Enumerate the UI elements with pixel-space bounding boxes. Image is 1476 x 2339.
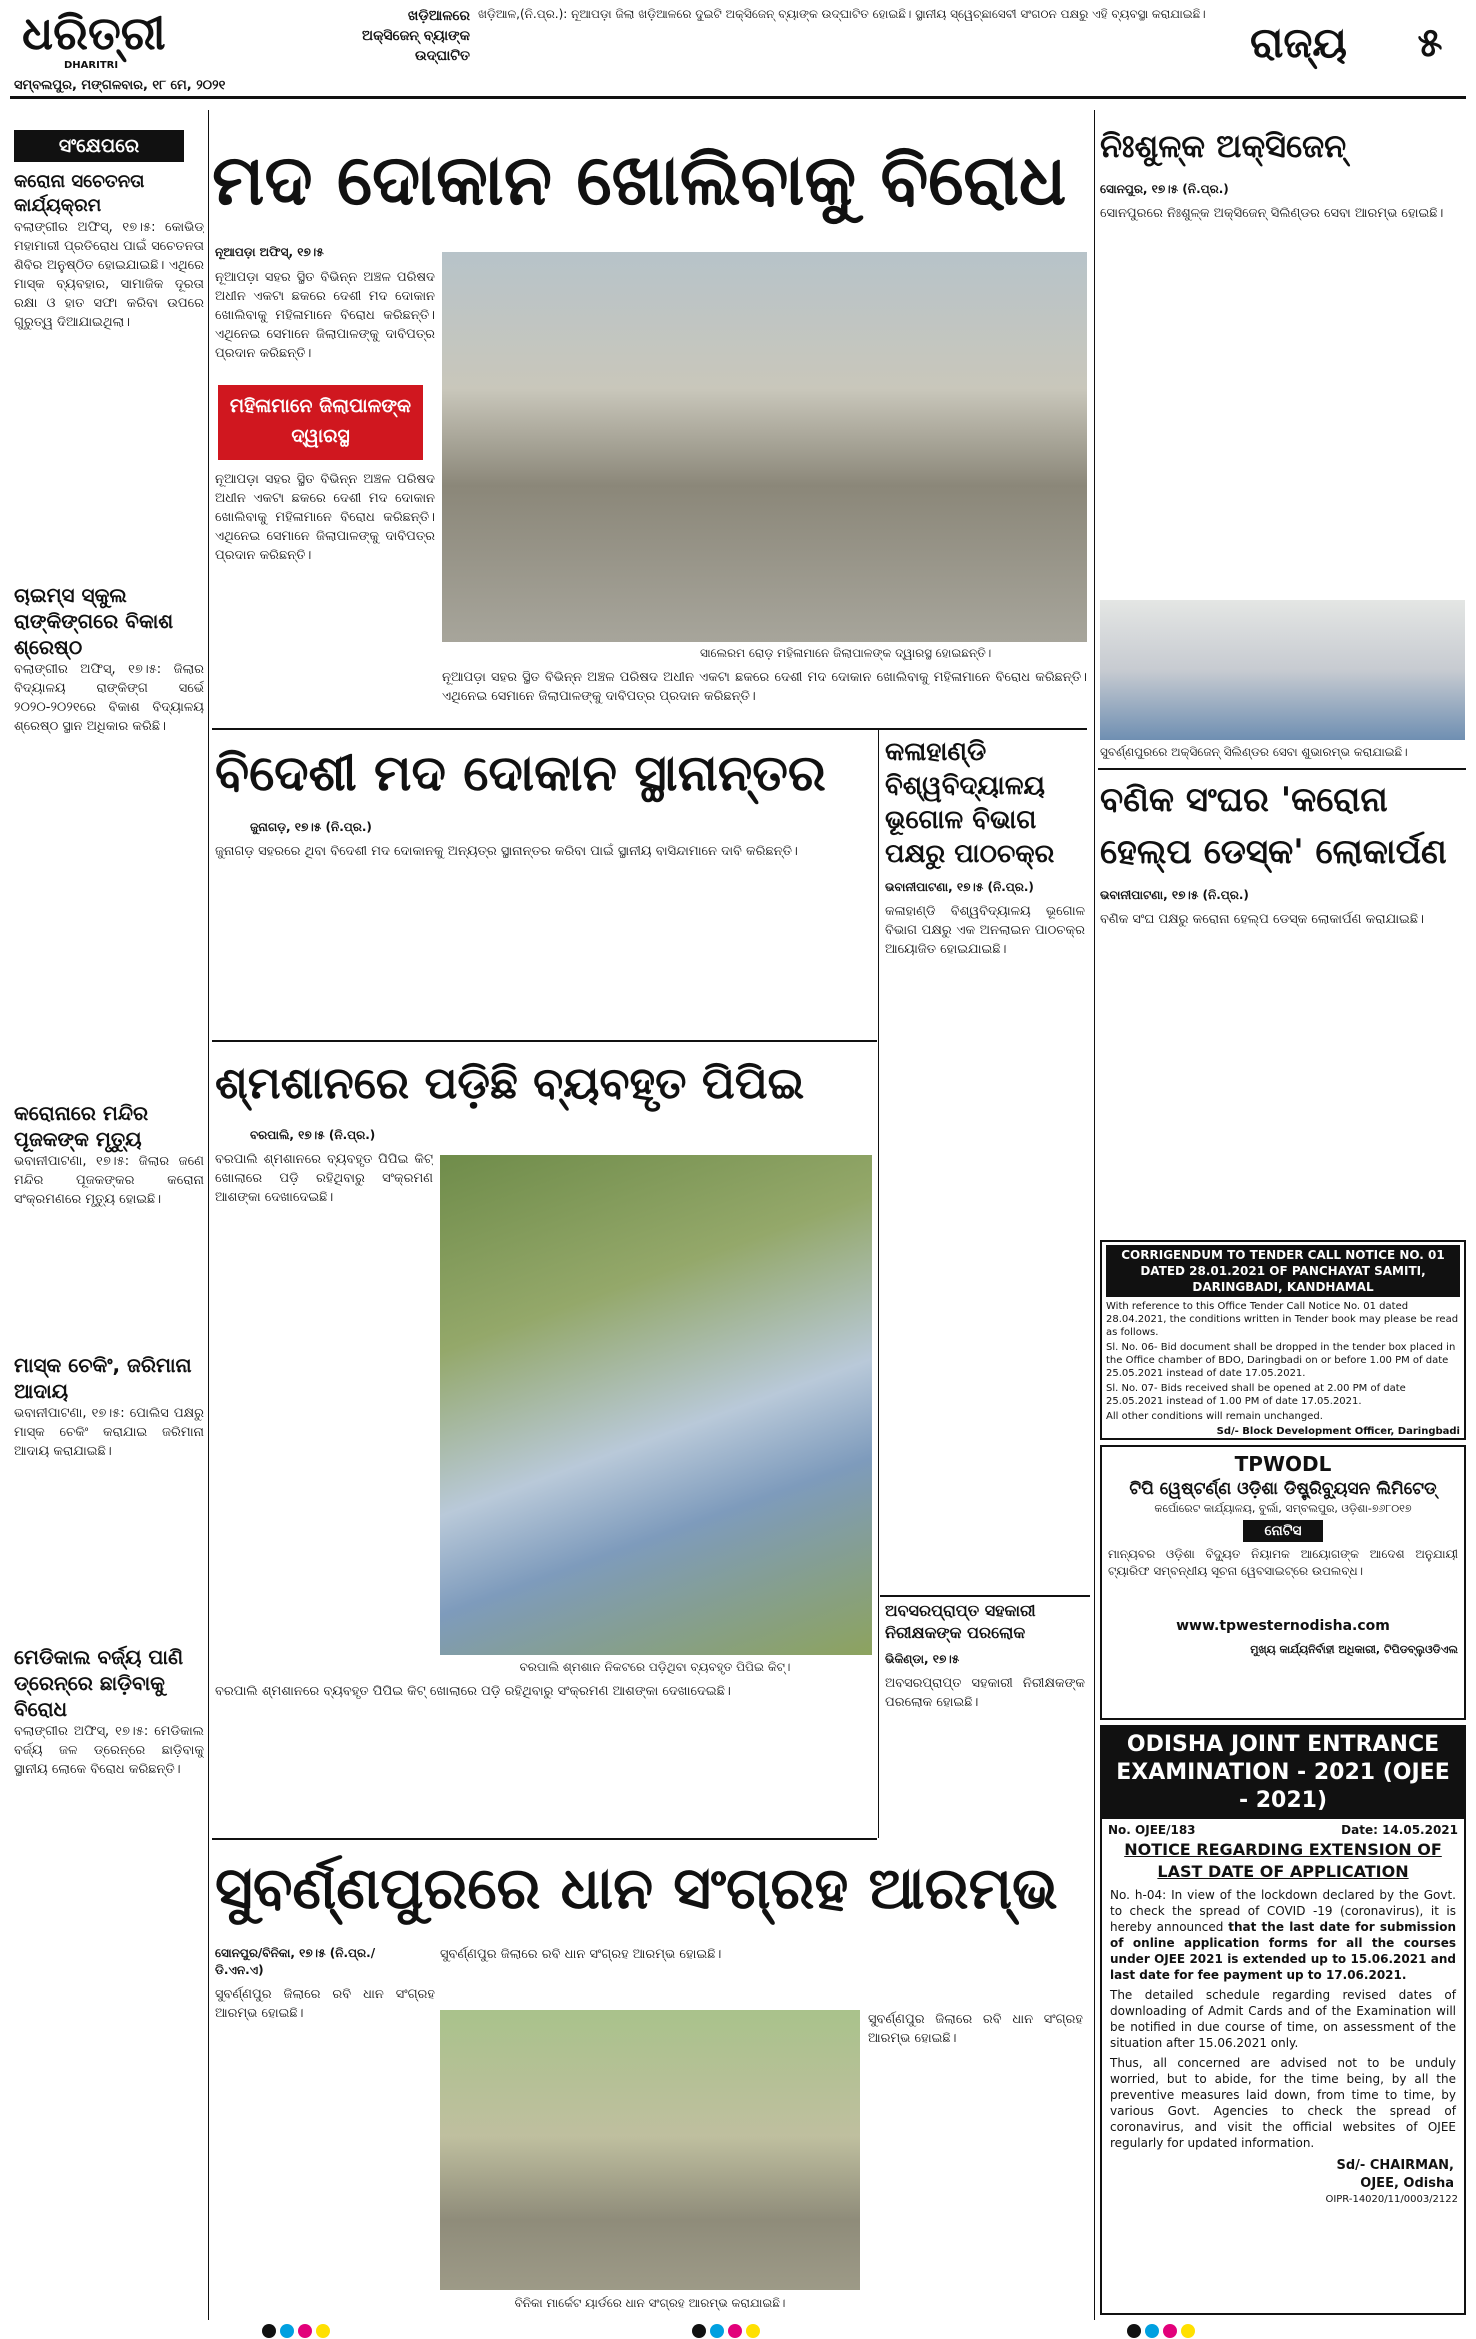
story8-text: ସୁବର୍ଣ୍ଣପୁର ଜିଲାରେ ରବି ଧାନ ସଂଗ୍ରହ ଆରମ୍ଭ ହୋଇଛି।: [215, 1987, 435, 2021]
story3-text: ବରପାଲି ଶ୍ମଶାନରେ ବ୍ୟବହୃତ ପିପିଇ କିଟ୍ ଖୋଲାରେ ପଡ଼ି ରହିଥିବାରୁ ସଂକ୍ରମଣ ଆଶଙ୍କା ଦେଖାଦେଇଛି।: [215, 1152, 433, 1205]
ojee-paragraph: The detailed schedule regarding revised dates of downloading of Admit Cards and of the Examination will be notified in due course of time, on assessment of the situation after 15.06.2021 only.: [1110, 1988, 1456, 2050]
story6-text: ସୋନପୁରରେ ନିଃଶୁଳ୍କ ଅକ୍ସିଜେନ୍ ସିଲିଣ୍ଡର ସେବା ଆରମ୍ଭ ହୋଇଛି।: [1100, 206, 1444, 221]
story6-headline: ନିଃଶୁଳ୍କ ଅକ୍ସିଜେନ୍: [1100, 127, 1347, 165]
story1-text-cont: ନୂଆପଡ଼ା ସହର ସ୍ଥିତ ବିଭିନ୍ନ ଅଞ୍ଚଳ ପରିଷଦ ଅଧୀନ ଏକଟା ଛକରେ ଦେଶୀ ମଦ ଦୋକାନ ଖୋଲିବାକୁ ମହିଳାମାନେ ବିରୋଧ କରିଛନ୍ତି। ଏଥିନେଇ ସେମାନେ ଜିଲାପାଳଙ୍କୁ ଦାବିପତ୍ର ପ୍ରଦାନ କରିଛନ୍ତି।: [215, 472, 435, 563]
ojee-paragraph: Thus, all concerned are advised not to be unduly worried, but to abide, for the time being, by all the preventive measures laid down, from time to time, by various Govt. Agencies to check the spread of coronavirus, and visit the official websites of OJEE regularly for updated information.: [1110, 2056, 1456, 2150]
strap-text: ଖଡ଼ିଆଳ,(ନି.ପ୍ର.): ନୂଆପଡ଼ା ଜିଲା ଖଡ଼ିଆଳରେ ଦୁଇଟି ଅକ୍ସିଜେନ୍ ବ୍ୟାଙ୍କ ଉଦ୍‌ଘାଟିତ ହୋଇଛି। ସ୍ଥାନୀୟ ସ୍ୱେଚ୍ଛାସେବୀ ସଂଗଠନ ପକ୍ଷରୁ ଏହି ବ୍ୟବସ୍ଥା କରାଯାଇଛି।: [478, 7, 1206, 21]
ojee-ad: [1100, 1725, 1466, 2315]
brief-item-text: ଭବାନୀପାଟଣା, ୧୭।୫: ଜିଲାର ଜଣେ ମନ୍ଦିର ପୂଜକଙ୍କର କରୋନା ସଂକ୍ରମଣରେ ମୃତ୍ୟୁ ହୋଇଛି।: [14, 1154, 204, 1207]
story6-dateline: ସୋନପୁର, ୧୭।୫ (ନି.ପ୍ର.): [1100, 182, 1229, 196]
ojee-number: No. OJEE/183: [1108, 1823, 1196, 1837]
story1-dateline: ନୂଆପଡ଼ା ଅଫିସ୍, ୧୭।୫: [215, 245, 324, 259]
corrigendum-ad: [1100, 1240, 1466, 1440]
story1-photo: [442, 252, 1087, 642]
story2-dateline: ଜୁନାଗଡ଼, ୧୭।୫ (ନି.ପ୍ର.): [250, 820, 372, 834]
brief-item-title: ଚାଇମ୍ସ ସ୍କୁଲ ରାଙ୍କିଙ୍ଗରେ ବିକାଶ ଶ୍ରେଷ୍ଠ: [14, 583, 174, 659]
ojee-sign: OJEE, Odisha: [1360, 2176, 1454, 2191]
color-dots: [260, 2323, 350, 2339]
color-dots: [690, 2323, 780, 2339]
story7-text: ବଣିକ ସଂଘ ପକ୍ଷରୁ କରୋନା ହେଲ୍ପ ଡେସ୍କ ଲୋକାର୍ପଣ କରାଯାଇଛି।: [1100, 912, 1424, 927]
story5-text: ଅବସରପ୍ରାପ୍ତ ସହକାରୀ ନିରୀକ୍ଷକଙ୍କ ପରଲୋକ ହୋଇଛି।: [885, 1676, 1085, 1710]
ojee-notice-title: NOTICE REGARDING EXTENSION OF LAST DATE OF APPLICATION: [1124, 1840, 1442, 1881]
brief-item-text: ଭବାନୀପାଟଣା, ୧୭।୫: ପୋଲିସ ପକ୍ଷରୁ ମାସ୍କ ଚେକିଂ କରାଯାଇ ଜରିମାନା ଆଦାୟ କରାଯାଇଛି।: [14, 1406, 204, 1459]
brief-item-title: କରୋନା ସଚେତନତା କାର୍ଯ୍ୟକ୍ରମ: [14, 171, 145, 216]
corrigendum-line: Sl. No. 07- Bids received shall be opened at 2.00 PM of date 25.05.2021 instead of 1.00 PM of date 17.05.2021.: [1106, 1383, 1406, 1407]
story4-text: କଳାହାଣ୍ଡି ବିଶ୍ୱବିଦ୍ୟାଳୟ ଭୂଗୋଳ ବିଭାଗ ପକ୍ଷରୁ ଏକ ଅନଲାଇନ ପାଠଚକ୍ର ଆୟୋଜିତ ହୋଇଯାଇଛି।: [885, 904, 1085, 957]
story1-text: ନୂଆପଡ଼ା ସହର ସ୍ଥିତ ବିଭିନ୍ନ ଅଞ୍ଚଳ ପରିଷଦ ଅଧୀନ ଏକଟା ଛକରେ ଦେଶୀ ମଦ ଦୋକାନ ଖୋଲିବାକୁ ମହିଳାମାନେ ବିରୋଧ କରିଛନ୍ତି। ଏଥିନେଇ ସେମାନେ ଜିଲାପାଳଙ୍କୁ ଦାବିପତ୍ର ପ୍ରଦାନ କରିଛନ୍ତି।: [215, 270, 435, 361]
story4-rule: [880, 1595, 1090, 1597]
tpwodl-text: ମାନ୍ୟବର ଓଡ଼ିଶା ବିଦ୍ୟୁତ ନିୟାମକ ଆୟୋଗଙ୍କ ଆଦେଶ ଅନୁଯାୟୀ ଟ୍ୟାରିଫ ସମ୍ବନ୍ଧୀୟ ସୂଚନା ୱେବସାଇଟ୍‌ରେ ଉପଲବ୍ଧ।: [1108, 1547, 1458, 1578]
column-rule: [878, 730, 879, 1838]
story1-rule: [212, 728, 1087, 730]
story3-dateline: ବରପାଲି, ୧୭।୫ (ନି.ପ୍ର.): [250, 1128, 376, 1142]
tpwodl-sign: ମୁଖ୍ୟ କାର୍ଯ୍ୟନିର୍ବାହୀ ଅଧିକାରୀ, ଟିପିଡବ୍ଲୁଓଡିଏଲ: [1250, 1643, 1458, 1656]
color-dots: [1125, 2323, 1215, 2339]
story6-photo: [1100, 600, 1465, 740]
story1-headline: ମଦ ଦୋକାନ ଖୋଲିବାକୁ ବିରୋଧ: [212, 139, 1067, 221]
story6-rule: [1098, 768, 1466, 770]
ojee-paragraph: [1102, 1885, 1464, 1985]
masthead: [0, 0, 1476, 95]
story8-headline: ସୁବର୍ଣ୍ଣପୁରରେ ଧାନ ସଂଗ୍ରହ ଆରମ୍ଭ: [215, 1854, 1058, 1922]
tpwodl-address: କର୍ପୋରେଟ କାର୍ଯ୍ୟାଳୟ, ବୁର୍ଲା, ସମ୍ବଲପୁର, ଓଡ଼ିଶା-୭୬୮୦୧୭: [1154, 1502, 1412, 1515]
brief-item-text: ବଲାଙ୍ଗୀର ଅଫିସ୍, ୧୭।୫: ଜିଲାର ବିଦ୍ୟାଳୟ ରାଙ୍କିଙ୍ଗ ସର୍ଭେ ୨୦୨୦-୨୦୨୧ରେ ବିକାଶ ବିଦ୍ୟାଳୟ ଶ୍ରେଷ୍ଠ ସ୍ଥାନ ଅଧିକାର କରିଛି।: [14, 662, 204, 734]
column-rule: [208, 110, 209, 2320]
tpwodl-website[interactable]: www.tpwesternodisha.com: [1176, 1618, 1390, 1634]
print-registration-marks: [0, 2322, 1476, 2339]
masthead-rule: [10, 96, 1466, 99]
tpwodl-subtitle: ଟିପି ୱେଷ୍ଟର୍ଣ୍ଣ ଓଡ଼ିଶା ଡିଷ୍ଟ୍ରିବ୍ୟୁସନ ଲିମିଟେଡ୍: [1129, 1479, 1437, 1499]
story8-text-col4: ସୁବର୍ଣ୍ଣପୁର ଜିଲାରେ ରବି ଧାନ ସଂଗ୍ରହ ଆରମ୍ଭ ହୋଇଛି।: [868, 2012, 1083, 2046]
dateline: ସମ୍ବଲପୁର, ମଙ୍ଗଳବାର, ୧୮ ମେ, ୨୦୨୧: [14, 78, 226, 93]
strap-title: ଖଡ଼ିଆଳରେ ଅକ୍ସିଜେନ୍ ବ୍ୟାଙ୍କ ଉଦ୍‌ଘାଟିତ: [362, 8, 470, 64]
story8-photo: [440, 2010, 860, 2290]
story8-caption: ବିନିକା ମାର୍କେଟ ୟାର୍ଡରେ ଧାନ ସଂଗ୍ରହ ଆରମ୍ଭ କରାଯାଇଛି।: [514, 2296, 786, 2310]
corrigendum-line: With reference to this Office Tender Call Notice No. 01 dated 28.04.2021, the conditions written in Tender book may please be read as follows.: [1106, 1301, 1459, 1338]
brief-column: [14, 170, 204, 2320]
brief-item-title: ମାସ୍କ ଚେକିଂ, ଜରିମାନା ଆଦାୟ: [14, 1353, 192, 1403]
story1-text-bottom: ନୂଆପଡ଼ା ସହର ସ୍ଥିତ ବିଭିନ୍ନ ଅଞ୍ଚଳ ପରିଷଦ ଅଧୀନ ଏକଟା ଛକରେ ଦେଶୀ ମଦ ଦୋକାନ ଖୋଲିବାକୁ ମହିଳାମାନେ ବିରୋଧ କରିଛନ୍ତି। ଏଥିନେଇ ସେମାନେ ଜିଲାପାଳଙ୍କୁ ଦାବିପତ୍ର ପ୍ରଦାନ କରିଛନ୍ତି।: [442, 670, 1087, 704]
story2-text: ଜୁନାଗଡ଼ ସହରରେ ଥିବା ବିଦେଶୀ ମଦ ଦୋକାନକୁ ଅନ୍ୟତ୍ର ସ୍ଥାନାନ୍ତର କରିବା ପାଇଁ ସ୍ଥାନୀୟ ବାସିନ୍ଦାମାନେ ଦାବି କରିଛନ୍ତି।: [215, 844, 798, 859]
corrigendum-line: All other conditions will remain unchanged.: [1106, 1411, 1323, 1422]
story7-headline: ବଣିକ ସଂଘର 'କରୋନା ହେଲ୍ପ ଡେସ୍କ' ଲୋକାର୍ପଣ: [1100, 780, 1447, 872]
story2-rule: [212, 1040, 877, 1042]
story5-headline: ଅବସରପ୍ରାପ୍ତ ସହକାରୀ ନିରୀକ୍ଷକଙ୍କ ପରଲୋକ: [885, 1601, 1036, 1642]
ojee-title: ODISHA JOINT ENTRANCE EXAMINATION - 2021 (OJEE - 2021): [1102, 1727, 1464, 1819]
story3-text-bottom: ବରପାଲି ଶ୍ମଶାନରେ ବ୍ୟବହୃତ ପିପିଇ କିଟ୍ ଖୋଲାରେ ପଡ଼ି ରହିଥିବାରୁ ସଂକ୍ରମଣ ଆଶଙ୍କା ଦେଖାଦେଇଛି।: [215, 1684, 731, 1699]
brief-item-text: ବଲାଙ୍ଗୀର ଅଫିସ୍, ୧୭।୫: କୋଭିଡ୍ ମହାମାରୀ ପ୍ରତିରୋଧ ପାଇଁ ସଚେତନତା ଶିବିର ଅନୁଷ୍ଠିତ ହୋଇଯାଇଛି। ଏଥିରେ ମାସ୍କ ବ୍ୟବହାର, ସାମାଜିକ ଦୂରତା ରକ୍ଷା ଓ ହାତ ସଫା କରିବା ଉପରେ ଗୁରୁତ୍ୱ ଦିଆଯାଇଥିଲା।: [14, 220, 204, 330]
story3-rule: [212, 1838, 877, 1840]
story8-text-right: ସୁବର୍ଣ୍ଣପୁର ଜିଲାରେ ରବି ଧାନ ସଂଗ୍ରହ ଆରମ୍ଭ ହୋଇଛି।: [440, 1947, 722, 1962]
tpwodl-notice-label: ନୋଟିସ: [1243, 1520, 1323, 1542]
story3-headline: ଶ୍ମଶାନରେ ପଡ଼ିଛି ବ୍ୟବହୃତ ପିପିଇ: [215, 1058, 805, 1109]
brief-item-title: କରୋନାରେ ମନ୍ଦିର ପୂଜକଙ୍କ ମୃତ୍ୟୁ: [14, 1101, 149, 1151]
story1-caption: ସାଲେରମ ରୋଡ଼ ମହିଳାମାନେ ଜିଲାପାଳଙ୍କ ଦ୍ୱାରସ୍ଥ ହୋଇଛନ୍ତି।: [700, 646, 992, 660]
corrigendum-line: Sl. No. 06- Bid document shall be dropped in the tender box placed in the Office chamber of BDO, Daringbadi on or before 1.00 PM of date 25.05.2021 instead of date 17.05.2021.: [1106, 1342, 1456, 1379]
brief-item-title: ମେଡିକାଲ ବର୍ଜ୍ୟ ପାଣି ଡ୍ରେନ୍‌ରେ ଛାଡ଼ିବାକୁ ବିରୋଧ: [14, 1645, 184, 1721]
section-name: ରାଜ୍ୟ: [1250, 18, 1348, 67]
story3-caption: ବରପାଲି ଶ୍ମଶାନ ନିକଟରେ ପଡ଼ିଥିବା ବ୍ୟବହୃତ ପିପିଇ କିଟ୍।: [519, 1660, 791, 1674]
logo: ଧରିତ୍ରୀ: [22, 6, 166, 60]
logo-subtitle: DHARITRI: [64, 60, 119, 71]
page-number: ୫: [1417, 20, 1443, 66]
brief-label: ସଂକ୍ଷେପରେ: [14, 130, 184, 162]
story7-dateline: ଭବାନୀପାଟଣା, ୧୭।୫ (ନି.ପ୍ର.): [1100, 888, 1249, 902]
story3-photo: [440, 1155, 872, 1655]
story2-headline: ବିଦେଶୀ ମଦ ଦୋକାନ ସ୍ଥାନାନ୍ତର: [215, 744, 826, 802]
tpwodl-title: TPWODL: [1234, 1452, 1332, 1476]
column-rule: [1094, 110, 1095, 2320]
ojee-sign: Sd/- CHAIRMAN,: [1336, 2158, 1454, 2173]
story4-headline: କଳାହାଣ୍ଡି ବିଶ୍ୱବିଦ୍ୟାଳୟ ଭୂଗୋଳ ବିଭାଗ ପକ୍ଷରୁ ପାଠଚକ୍ର: [885, 737, 1055, 869]
ojee-meta: [1102, 1819, 1464, 1837]
story6-caption: ସୁବର୍ଣ୍ଣପୁରରେ ଅକ୍ସିଜେନ୍ ସିଲିଣ୍ଡର ସେବା ଶୁଭାରମ୍ଭ କରାଯାଇଛି।: [1100, 745, 1408, 759]
corrigendum-sign: Sd/- Block Development Officer, Daringbadi: [1216, 1426, 1460, 1437]
story1-kicker: ମହିଳାମାନେ ଜିଲାପାଳଙ୍କ ଦ୍ୱାରସ୍ଥ: [218, 385, 423, 460]
ojee-date: Date: 14.05.2021: [1341, 1823, 1458, 1837]
tpwodl-ad: [1100, 1445, 1466, 1720]
ojee-para1-normal: No. h-04: In view of the lockdown declared by the Govt. to check the spread of COVID -19 (coronavirus), it is hereby announced: [1110, 1888, 1456, 1934]
story4-dateline: ଭବାନୀପାଟଣା, ୧୭।୫ (ନି.ପ୍ର.): [885, 880, 1034, 894]
brief-item-text: ବଲାଙ୍ଗୀର ଅଫିସ୍, ୧୭।୫: ମେଡିକାଲ ବର୍ଜ୍ୟ ଜଳ ଡ୍ରେନ୍‌ରେ ଛାଡ଼ିବାକୁ ସ୍ଥାନୀୟ ଲୋକେ ବିରୋଧ କରିଛନ୍ତି।: [14, 1724, 204, 1777]
story5-dateline: ଭିକିଣ୍ଡା, ୧୭।୫: [885, 1652, 960, 1666]
story8-dateline: ସୋନପୁର/ବିନିକା, ୧୭।୫ (ନି.ପ୍ର./ଡି.ଏନ.ଏ): [215, 1946, 376, 1977]
ojee-para1-bold: that the last date for submission of online application forms for all the courses under OJEE 2021 is extended up to 15.06.2021 and last date for fee payment up to 17.06.2021.: [1110, 1920, 1456, 1982]
corrigendum-title: CORRIGENDUM TO TENDER CALL NOTICE NO. 01 DATED 28.01.2021 OF PANCHAYAT SAMITI, DARINGBADI, KANDHAMAL: [1106, 1245, 1460, 1297]
ojee-ref: OIPR-14020/11/0003/2122: [1325, 2194, 1458, 2205]
